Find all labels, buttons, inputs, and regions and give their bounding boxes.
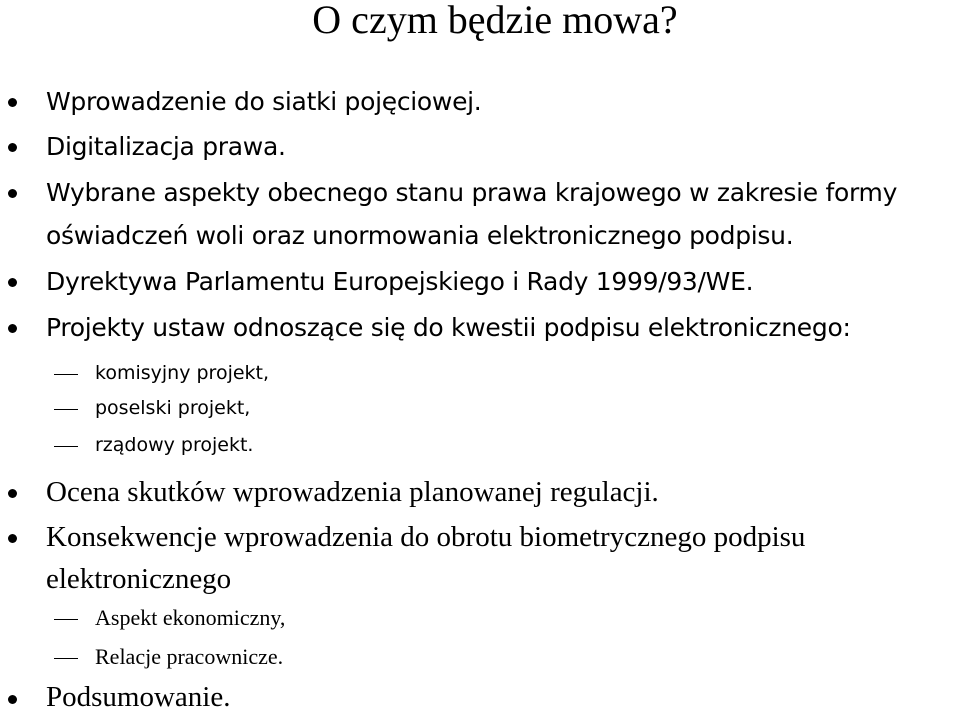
dash-icon [54, 658, 78, 659]
dash-icon [54, 374, 78, 375]
bullet-text-line-1: Konsekwencje wprowadzenia do obrotu biometrycznego podpisu [46, 521, 806, 553]
dash-icon [54, 409, 78, 410]
dash-icon [54, 446, 78, 447]
bullet-text: Ocena skutków wprowadzenia planowanej regulacji. [46, 476, 659, 508]
bullet-dot-icon [8, 534, 17, 543]
bullet-dot-icon [8, 98, 17, 107]
bullet-dot-icon [8, 278, 17, 287]
sub-bullet-text: Relacje pracownicze. [95, 644, 284, 669]
sub-bullet-text: komisyjny projekt, [95, 362, 270, 384]
slide-title: O czym będzie mowa? [312, 0, 678, 42]
bullet-dot-icon [8, 695, 17, 704]
dash-icon [54, 619, 78, 620]
bullet-text-line-1: Wybrane aspekty obecnego stanu prawa krajowego w zakresie formy [46, 178, 898, 207]
bullet-text: Dyrektywa Parlamentu Europejskiego i Rady 1999/93/WE. [46, 267, 754, 296]
bullet-dot-icon [8, 324, 17, 333]
bullet-text: Digitalizacja prawa. [46, 132, 286, 161]
bullet-text-line-2: oświadczeń woli oraz unormowania elektronicznego podpisu. [46, 221, 794, 250]
sub-bullet-text: Aspekt ekonomiczny, [95, 605, 286, 630]
bullet-text-line-2: elektronicznego [46, 563, 232, 595]
sub-bullet-text: rządowy projekt. [95, 434, 254, 456]
bullet-dot-icon [8, 489, 17, 498]
bullet-text: Projekty ustaw odnoszące się do kwestii podpisu elektronicznego: [46, 313, 851, 342]
bullet-text: Wprowadzenie do siatki pojęciowej. [46, 87, 482, 116]
bullet-dot-icon [8, 189, 17, 198]
sub-bullet-text: poselski projekt, [95, 397, 251, 419]
bullet-text: Podsumowanie. [46, 681, 231, 713]
bullet-dot-icon [8, 143, 17, 152]
